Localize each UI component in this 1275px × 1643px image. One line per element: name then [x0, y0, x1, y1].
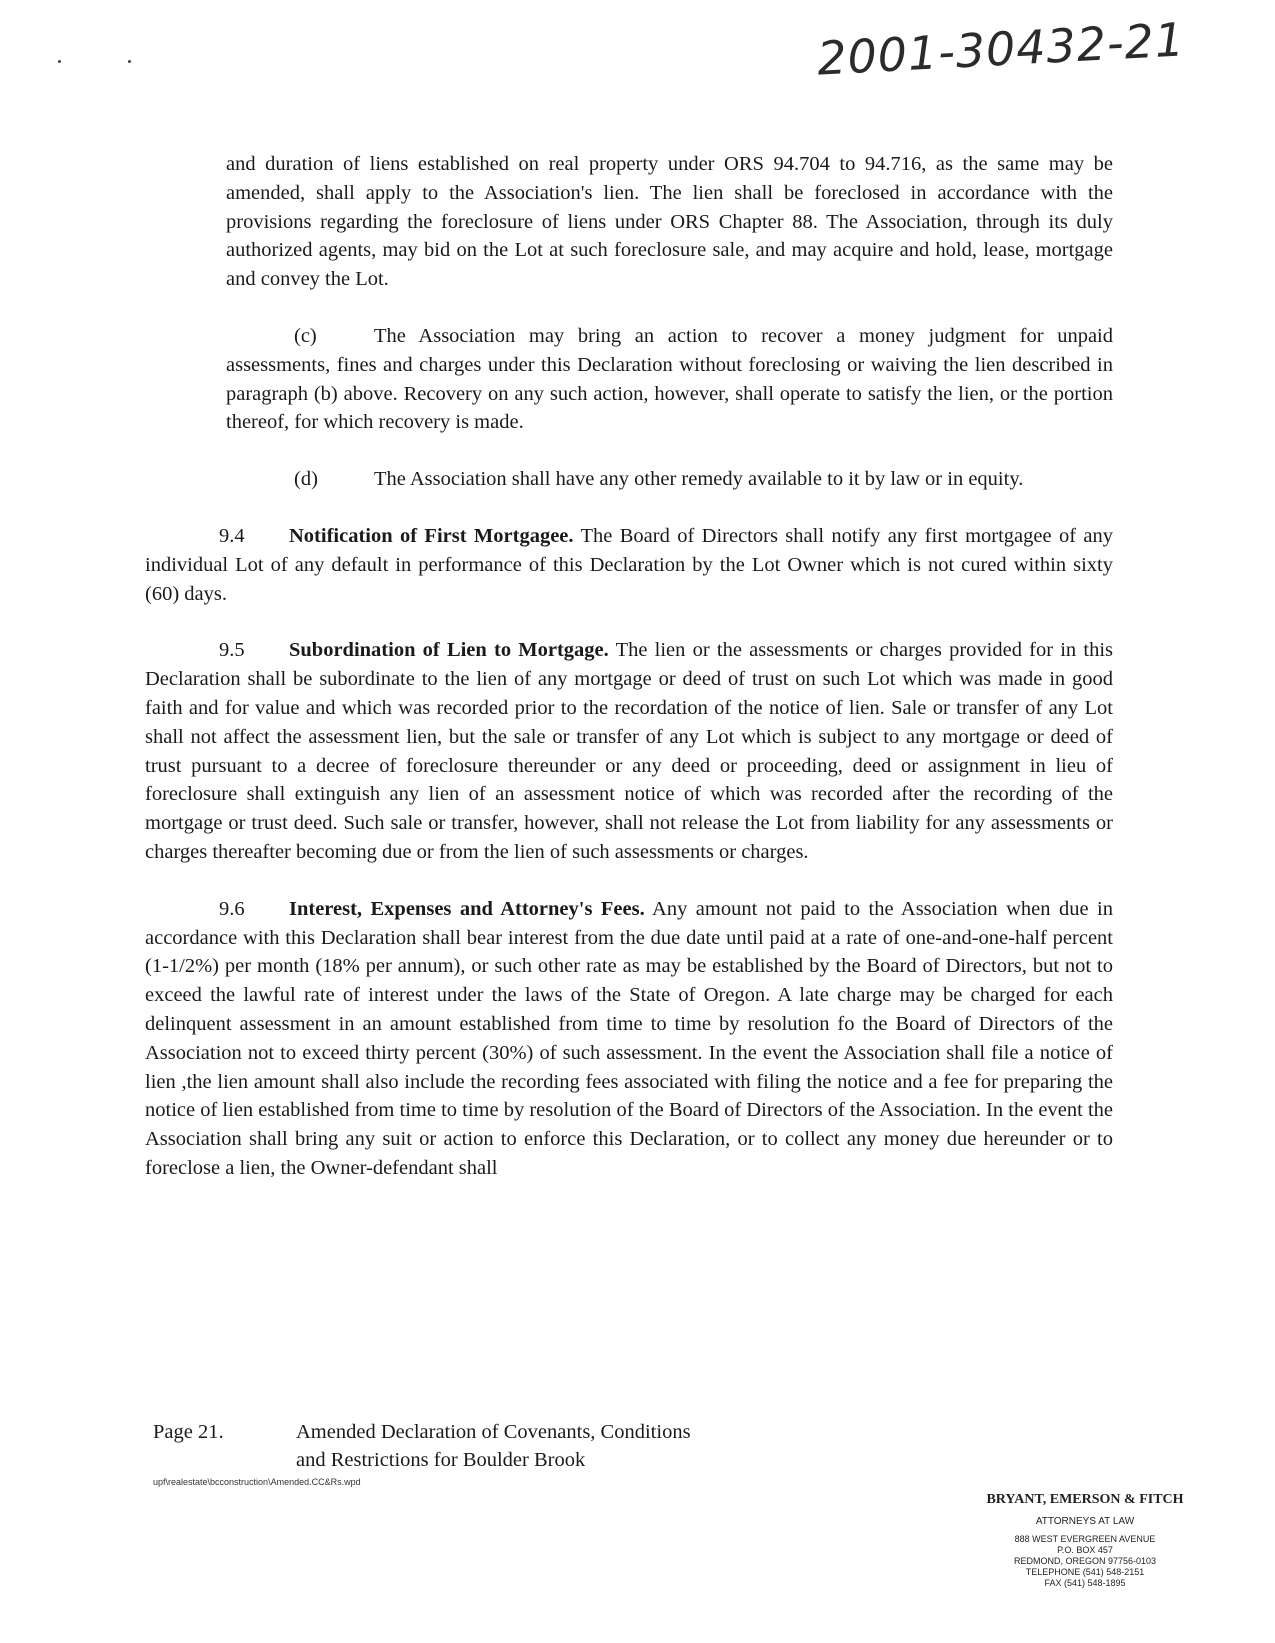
section-heading: Interest, Expenses and Attorney's Fees.: [289, 897, 645, 920]
section-number: 9.4: [219, 524, 245, 547]
firm-address-2: P.O. BOX 457: [1057, 1545, 1113, 1555]
section-number: 9.5: [219, 639, 245, 662]
section-text: The lien or the assessments or charges provided for in this Declaration shall be subordinate to the lien of any mortgage or deed of trust on such Lot which was made in good faith and for value and which was recorded prior to the recordation of the notice of lien. Sale or transfer of any Lot shall not affect the assessment lien, but the sale or transfer of any Lot which is subject to any mortgage or deed of trust pursuant to a decree of foreclosure thereunder or any deed or proceeding, deed or assignment in lieu of foreclosure shall extinguish any lien of an assessment notice of which was recorded after the recording of the mortgage or trust deed. Such sale or transfer, however, shall not release the Lot from liability for any assessments or charges thereafter becoming due or from the lien of such assessments or charges.: [145, 639, 1113, 863]
firm-address-1: 888 WEST EVERGREEN AVENUE: [1014, 1534, 1156, 1544]
section-9-6: [145, 895, 1113, 1183]
paragraph-d-text: The Association shall have any other remedy available to it by law or in equity.: [374, 468, 1024, 491]
page-number: Page 21.: [153, 1421, 224, 1443]
handwritten-document-number: 2001-30432-21: [815, 12, 1187, 86]
body-text: [145, 150, 1113, 1211]
footer-title-line-2: and Restrictions for Boulder Brook: [296, 1449, 586, 1471]
paragraph-d-label: (d): [294, 468, 318, 491]
paragraph-c: [226, 322, 1113, 437]
paragraph-c-label: (c): [294, 324, 317, 347]
scan-speck: [128, 60, 131, 63]
firm-address-3: REDMOND, OREGON 97756-0103: [1013, 1556, 1157, 1566]
scan-speck: [58, 60, 61, 63]
page-footer: [153, 1418, 853, 1488]
section-number: 9.6: [219, 897, 245, 920]
section-text: Any amount not paid to the Association when due in accordance with this Declaration shall bear interest from the due date until paid at a rate of one-and-one-half percent (1-1/2%) per month (18% per annum), or such other rate as may be established by the Board of Directors, but not to exceed the lawful rate of interest under the laws of the State of Oregon. A late charge may be charged for each delinquent assessment in an amount established from time to time by resolution fo the Board of Directors of the Association not to exceed thirty percent (30%) of such assessment. In the event the Association shall file a notice of lien ,the lien amount shall also include the recording fees associated with filing the notice and a fee for preparing the notice of lien established from time to time by resolution of the Board of Directors of the Association. In the event the Association shall bring any suit or action to enforce this Declaration, or to collect any money due hereunder or to foreclose a lien, the Owner-defendant shall: [145, 897, 1113, 1179]
firm-subtitle: ATTORNEYS AT LAW: [1035, 1516, 1135, 1527]
continuation-paragraph: and duration of liens established on real property under ORS 94.704 to 94.716, as the same may be amended, shall apply to the Association's lien. The lien shall be foreclosed in accordance with the provisions regarding the foreclosure of liens under ORS Chapter 88. The Association, through its duly authorized agents, may bid on the Lot at such foreclosure sale, and may acquire and hold, lease, mortgage and convey the Lot.: [226, 153, 1113, 291]
section-heading: Notification of First Mortgagee.: [289, 524, 574, 547]
file-path: upf\realestate\bcconstruction\Amended.CC&Rs.wpd: [153, 1477, 361, 1487]
section-heading: Subordination of Lien to Mortgage.: [289, 639, 609, 662]
paragraph-c-text: The Association may bring an action to recover a money judgment for unpaid assessments, fines and charges under this Declaration without foreclosing or waiving the lien described in paragraph (b) above. Recovery on any such action, however, shall operate to satisfy the lien, or the portion thereof, for which recovery is made.: [226, 324, 1113, 434]
firm-fax: FAX (541) 548-1895: [1044, 1578, 1126, 1588]
section-9-4: [145, 522, 1113, 608]
firm-name: BRYANT, EMERSON & FITCH: [986, 1492, 1184, 1507]
paragraph-d: [226, 465, 1113, 494]
law-firm-block: [975, 1490, 1195, 1589]
section-text: The Board of Directors shall notify any first mortgagee of any individual Lot of any default in performance of this Declaration by the Lot Owner which is not cured within sixty (60) days.: [145, 524, 1113, 605]
footer-title-line-1: Amended Declaration of Covenants, Conditions: [296, 1421, 691, 1443]
firm-telephone: TELEPHONE (541) 548-2151: [1025, 1567, 1145, 1577]
section-9-5: [145, 636, 1113, 866]
